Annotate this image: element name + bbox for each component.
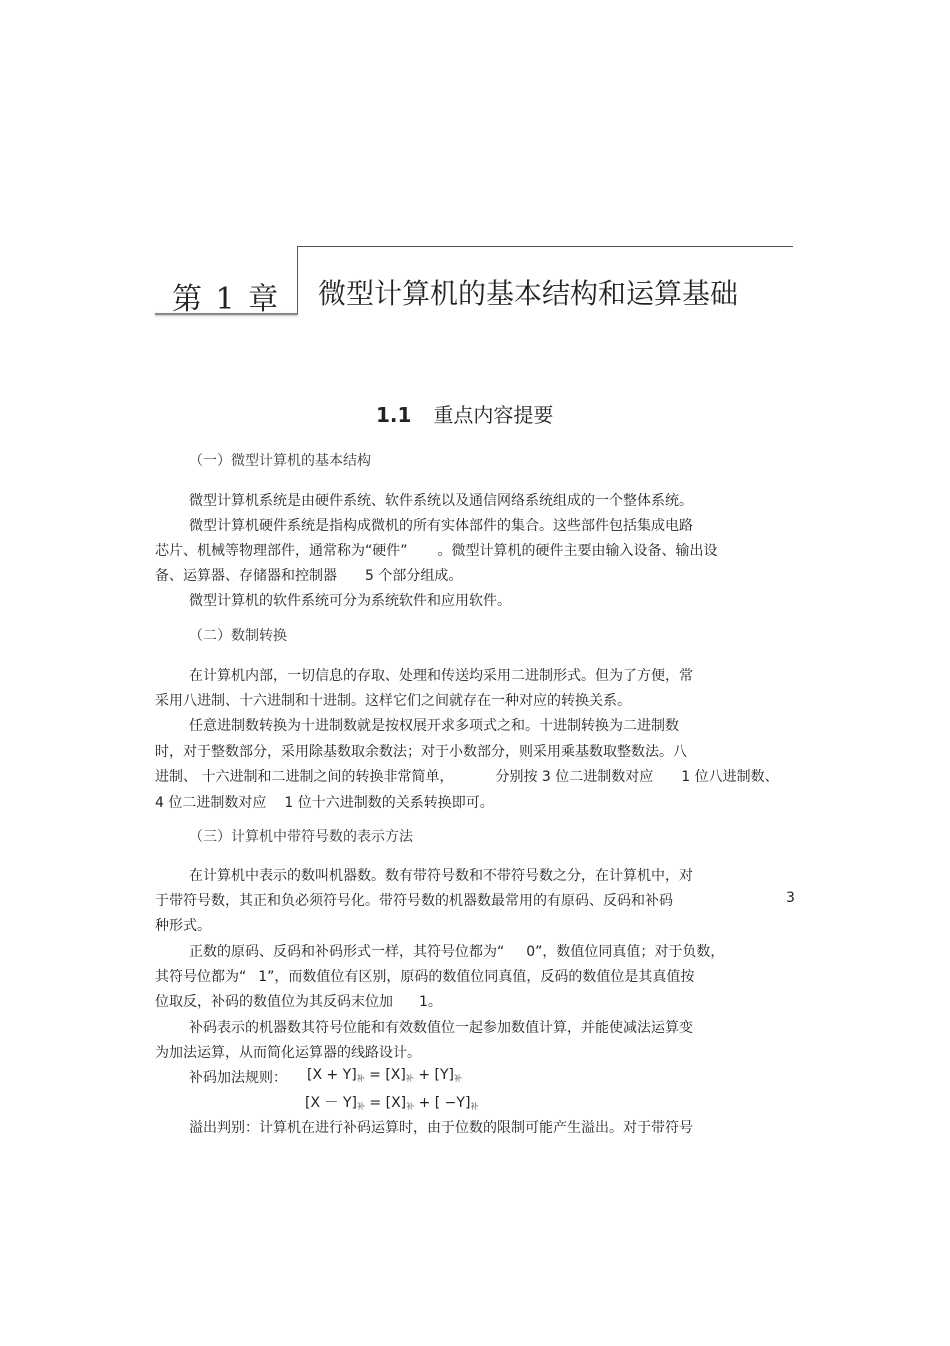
paragraph-line: 补码表示的机器数其符号位能和有效数值位一起参加数值计算，并能使减法运算变	[189, 1020, 693, 1036]
chapter-rule-top	[298, 246, 793, 247]
text-run: 1。	[419, 994, 442, 1010]
subsection-heading-1: （一）微型计算机的基本结构	[189, 453, 371, 469]
subsection-heading-3: （三）计算机中带符号数的表示方法	[189, 829, 413, 845]
text-run: 4 位二进制数对应	[155, 795, 267, 811]
subscript-complement: 补	[356, 1074, 365, 1083]
formula-term: = [X]	[369, 1067, 406, 1083]
text-run: 正数的原码、反码和补码形式一样，其符号位都为“	[189, 944, 505, 960]
section-number: 1.1	[376, 403, 412, 427]
subscript-complement: 补	[453, 1074, 462, 1083]
paragraph-line: 采用八进制、十六进制和十进制。这样它们之间就存在一种对应的转换关系。	[155, 693, 631, 709]
paragraph-line: 种形式。	[155, 918, 211, 934]
chapter-title: 微型计算机的基本结构和运算基础	[318, 277, 739, 310]
formula-term: = [X]	[369, 1095, 407, 1111]
paragraph-line: 微型计算机系统是由硬件系统、软件系统以及通信网络系统组成的一个整体系统。	[189, 493, 693, 509]
text-run: 分别按 3 位二进制数对应	[495, 769, 654, 785]
subsection-heading-2: （二）数制转换	[189, 628, 287, 644]
paragraph-line: 微型计算机的软件系统可分为系统软件和应用软件。	[189, 593, 511, 609]
paragraph-line: 微型计算机硬件系统是指构成微机的所有实体部件的集合。这些部件包括集成电路	[189, 518, 693, 534]
formula-label: 补码加法规则：	[189, 1070, 287, 1086]
formula-term: + [Y]	[418, 1067, 454, 1083]
paragraph-line: 为加法运算，从而简化运算器的线路设计。	[155, 1045, 421, 1061]
subscript-complement: 补	[406, 1102, 415, 1111]
text-run: 1 位八进制数、	[681, 769, 779, 785]
text-run: 备、运算器、存储器和控制器	[155, 568, 337, 584]
text-run: 进制、 十六进制和二进制之间的转换非常简单，	[155, 769, 454, 785]
text-run: 。微型计算机的硬件主要由输入设备、输出设	[437, 543, 718, 559]
text-run: 0”，数值位同真值；对于负数，	[526, 944, 725, 960]
formula-subtract	[305, 1092, 478, 1112]
section-heading	[376, 399, 553, 428]
paragraph-line	[155, 565, 462, 585]
text-run: 其符号位都为“	[155, 969, 247, 985]
formula-term: [X － Y]	[305, 1095, 357, 1111]
text-run: 5 个部分组成。	[365, 568, 463, 584]
paragraph-line: 时，对于整数部分，采用除基数取余数法；对于小数部分，则采用乘基数取整数法。八	[155, 744, 687, 760]
paragraph-line	[155, 792, 494, 812]
text-run: 1”，而数值位有区别，原码的数值位同真值，反码的数值位是其真值按	[258, 969, 695, 985]
paragraph-line	[155, 966, 694, 986]
formula-term: + [ −Y]	[418, 1095, 471, 1111]
paragraph-line	[155, 766, 779, 786]
subscript-complement: 补	[405, 1074, 414, 1083]
section-title: 重点内容提要	[433, 403, 554, 427]
chapter-rule-divider	[297, 246, 298, 314]
paragraph-line	[155, 991, 442, 1011]
formula-add	[307, 1067, 462, 1084]
formula-term: [X + Y]	[307, 1067, 357, 1083]
paragraph-line	[155, 540, 718, 560]
paragraph-line-tail: 3	[786, 890, 795, 906]
subscript-complement: 补	[356, 1102, 365, 1111]
paragraph-line: 在计算机内部，一切信息的存取、处理和传送均采用二进制形式。但为了方便，常	[189, 668, 693, 684]
paragraph-line	[189, 941, 724, 961]
paragraph-line: 任意进制数转换为十进制数就是按权展开求多项式之和。十进制转换为二进制数	[189, 718, 679, 734]
text-run: 芯片、机械等物理部件，通常称为“硬件”	[155, 543, 408, 559]
chapter-number: 第 1 章	[172, 282, 281, 317]
text-run: 1 位十六进制数的关系转换即可。	[284, 795, 494, 811]
paragraph-line: 在计算机中表示的数叫机器数。数有带符号数和不带符号数之分，在计算机中，对	[189, 868, 693, 884]
subscript-complement: 补	[470, 1102, 479, 1111]
paragraph-line: 于带符号数，其正和负必须符号化。带符号数的机器数最常用的有原码、反码和补码	[155, 893, 673, 909]
paragraph-line: 溢出判别：计算机在进行补码运算时，由于位数的限制可能产生溢出。对于带符号	[189, 1120, 693, 1136]
text-run: 位取反，补码的数值位为其反码末位加	[155, 994, 393, 1010]
